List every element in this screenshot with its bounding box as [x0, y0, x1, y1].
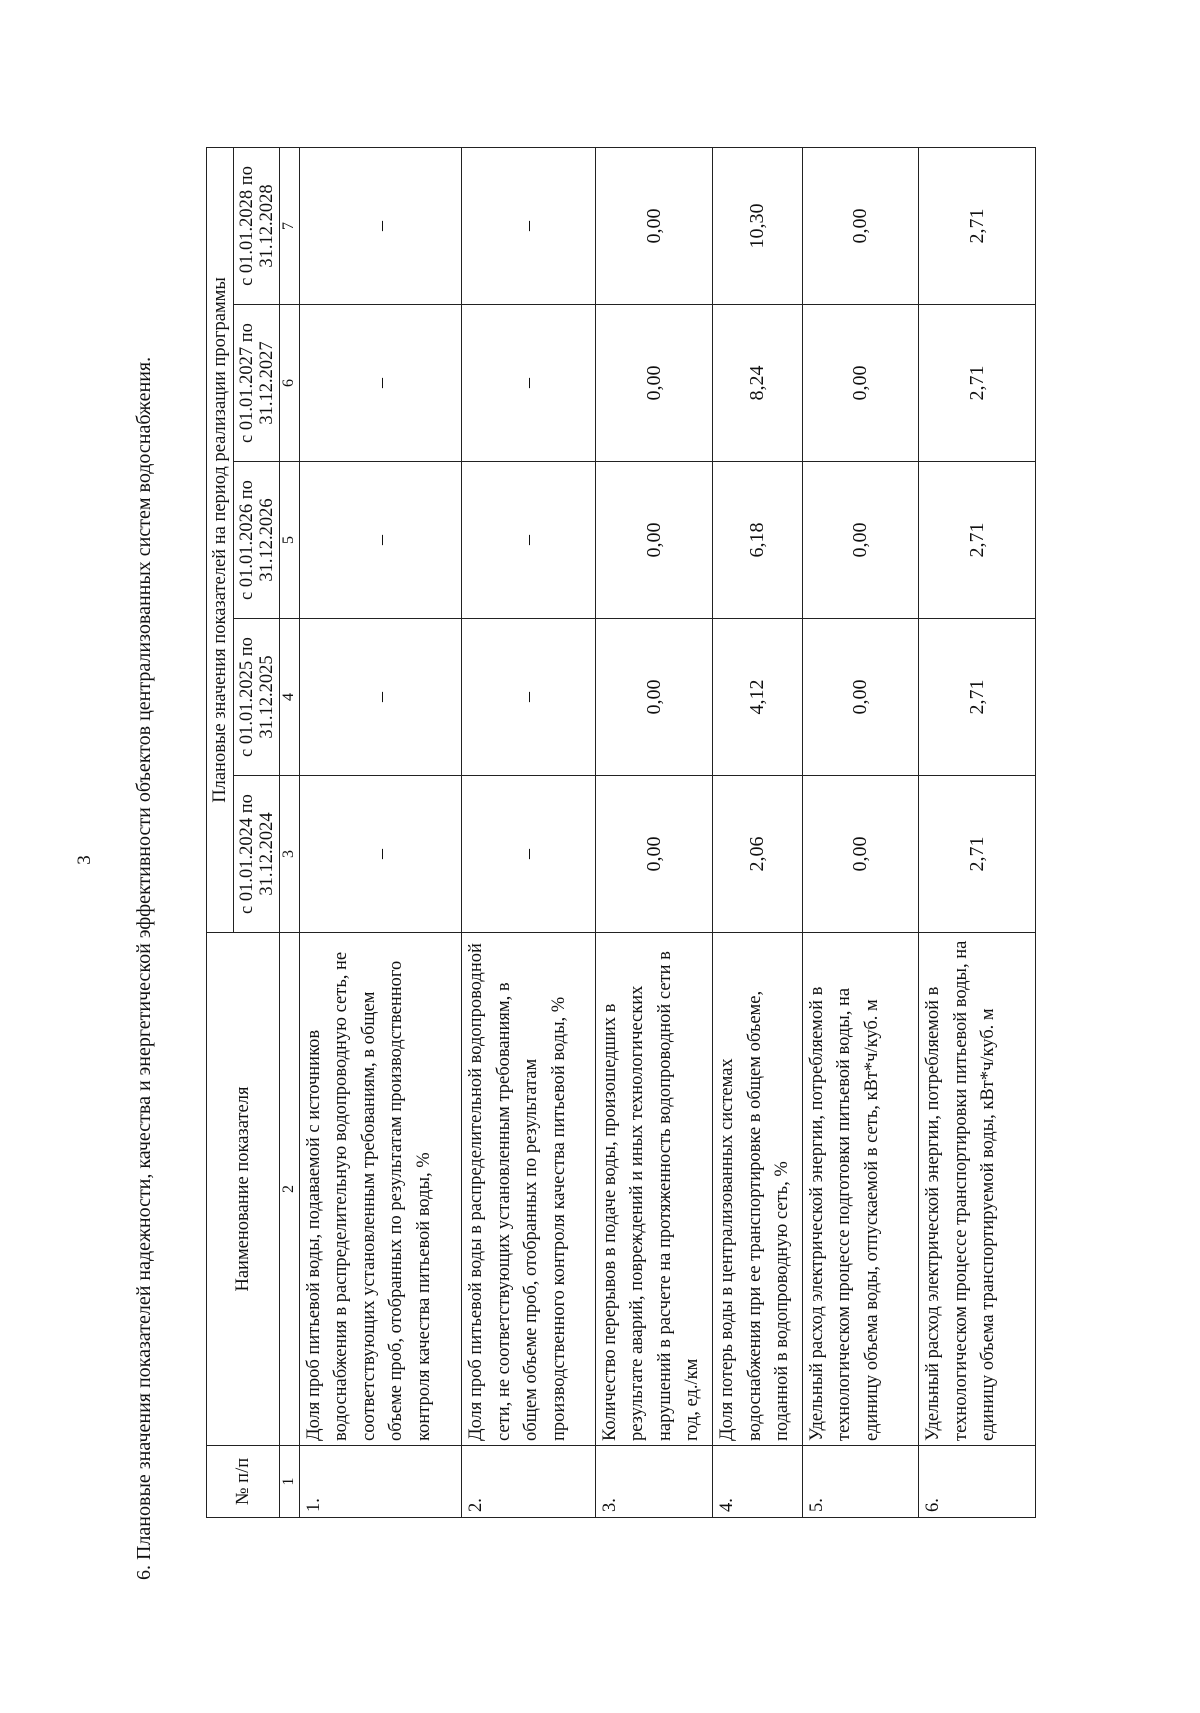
index-cell: 1: [279, 1446, 299, 1518]
value-cell: 0,00: [802, 147, 919, 304]
value-cell: 2,71: [919, 147, 1036, 304]
table-row: [802, 147, 919, 1517]
table-row: [919, 147, 1036, 1517]
table-row: [299, 147, 462, 1517]
row-num: 3.: [595, 1446, 713, 1518]
value-cell: –: [299, 462, 462, 619]
page-number: 3: [74, 855, 95, 865]
index-row: [279, 147, 299, 1517]
index-cell: 5: [279, 462, 299, 619]
indicator-name: Доля проб питьевой воды в распределительной водопроводной сети, не соответствующих установленным требованиям, в общем объеме проб, отобранных по результатам производственного контроля качества питьевой воды, %: [462, 933, 595, 1446]
table-row: [595, 147, 713, 1517]
value-cell: 0,00: [802, 776, 919, 933]
value-cell: –: [299, 776, 462, 933]
value-cell: 0,00: [595, 619, 713, 776]
value-cell: –: [462, 462, 595, 619]
index-cell: 4: [279, 619, 299, 776]
rotated-content: [128, 130, 1048, 1580]
row-num: 6.: [919, 1446, 1036, 1518]
value-cell: –: [299, 305, 462, 462]
period-2028: с 01.01.2028 по 31.12.2028: [234, 147, 280, 304]
value-cell: –: [299, 619, 462, 776]
indicator-name: Доля потерь воды в централизованных системах водоснабжения при ее транспортировке в общем объеме, поданной в водопроводную сеть, %: [713, 933, 802, 1446]
indicator-name: Доля проб питьевой воды, подаваемой с источников водоснабжения в распределительную водопроводную сеть, не соответствующих установленным требованиям, в общем объеме проб, отобранных по результатам производственного контроля качества питьевой воды, %: [299, 933, 462, 1446]
value-cell: 2,71: [919, 776, 1036, 933]
value-cell: 0,00: [802, 619, 919, 776]
value-cell: –: [462, 619, 595, 776]
row-num: 5.: [802, 1446, 919, 1518]
period-header: Плановые значения показателей на период реализации программы: [207, 147, 234, 932]
value-cell: –: [299, 147, 462, 304]
period-2025: с 01.01.2025 по 31.12.2025: [234, 619, 280, 776]
section-heading: 6. Плановые значения показателей надежности, качества и энергетической эффективности объектов централизованных систем водоснабжения.: [133, 356, 155, 1580]
indicator-name: Удельный расход электрической энергии, потребляемой в технологическом процессе подготовки питьевой воды, на единицу объема воды, отпускаемой в сеть, кВт*ч/куб. м: [802, 933, 919, 1446]
table-row: [462, 147, 595, 1517]
index-cell: 3: [279, 776, 299, 933]
value-cell: 8,24: [713, 305, 802, 462]
index-cell: 2: [279, 933, 299, 1446]
col-name-header: Наименование показателя: [207, 933, 280, 1446]
period-2024: с 01.01.2024 по 31.12.2024: [234, 776, 280, 933]
value-cell: 0,00: [595, 462, 713, 619]
value-cell: 6,18: [713, 462, 802, 619]
value-cell: 2,71: [919, 462, 1036, 619]
row-num: 2.: [462, 1446, 595, 1518]
table-row: [713, 147, 802, 1517]
indicator-name: Количество перерывов в подаче воды, произошедших в результате аварий, повреждений и иных технологических нарушений в расчете на протяженность водопроводной сети в год, ед./км: [595, 933, 713, 1446]
value-cell: 0,00: [595, 147, 713, 304]
value-cell: 0,00: [802, 305, 919, 462]
col-num-header: № п/п: [207, 1446, 280, 1518]
value-cell: 10,30: [713, 147, 802, 304]
value-cell: 2,71: [919, 305, 1036, 462]
value-cell: –: [462, 776, 595, 933]
value-cell: 2,71: [919, 619, 1036, 776]
period-2027: с 01.01.2027 по 31.12.2027: [234, 305, 280, 462]
indicator-name: Удельный расход электрической энергии, потребляемой в технологическом процессе транспортировки питьевой воды, на единицу объема транспортируемой воды, кВт*ч/куб. м: [919, 933, 1036, 1446]
value-cell: 4,12: [713, 619, 802, 776]
value-cell: –: [462, 305, 595, 462]
row-num: 1.: [299, 1446, 462, 1518]
value-cell: 0,00: [595, 776, 713, 933]
period-2026: с 01.01.2026 по 31.12.2026: [234, 462, 280, 619]
value-cell: 0,00: [595, 305, 713, 462]
value-cell: 2,06: [713, 776, 802, 933]
value-cell: –: [462, 147, 595, 304]
row-num: 4.: [713, 1446, 802, 1518]
value-cell: 0,00: [802, 462, 919, 619]
index-cell: 6: [279, 305, 299, 462]
index-cell: 7: [279, 147, 299, 304]
indicators-table: [206, 147, 1036, 1518]
